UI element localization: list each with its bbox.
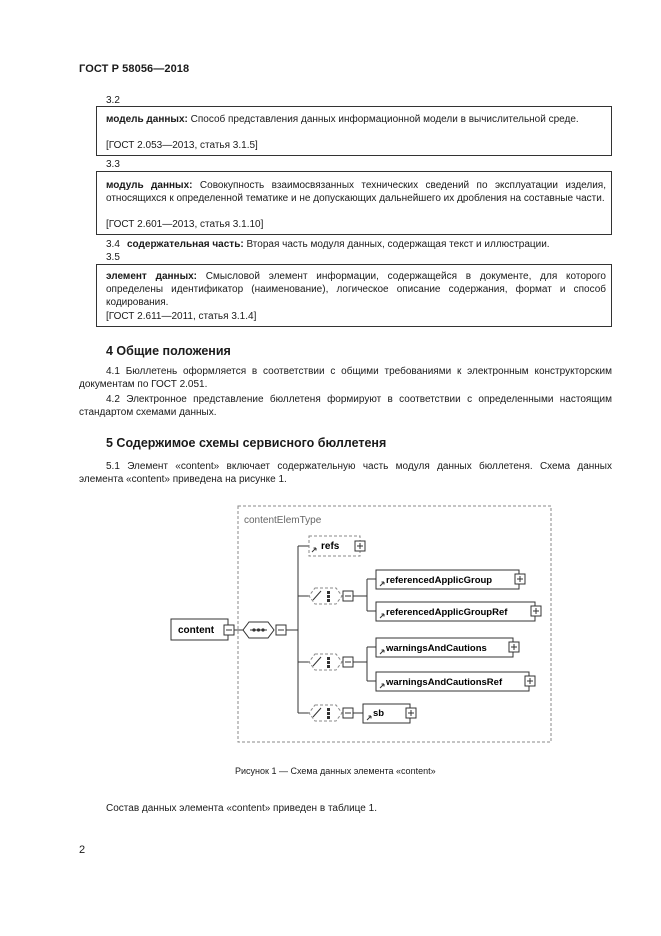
definition-source: [ГОСТ 2.053—2013, статья 3.1.5] — [106, 140, 258, 151]
definition-term: модуль данных: — [106, 180, 193, 191]
definition-body: Способ представления данных информационной модели в вычислительной среде. — [190, 114, 579, 125]
definition-body: Вторая часть модуля данных, содержащая текст и иллюстрации. — [246, 239, 550, 250]
paragraph: Состав данных элемента «content» приведен в таблице 1. — [106, 803, 377, 814]
choice-compositor-1 — [309, 588, 342, 604]
paragraph: 4.1 Бюллетень оформляется в соответствии с общими требованиями к электронным конструкторским документам по ГОСТ 2.051. — [79, 366, 612, 390]
def-number: 3.3 — [106, 159, 120, 170]
refs-label: refs — [321, 541, 340, 552]
choice-compositor-2 — [309, 654, 342, 670]
element-label: referencedApplicGroupRef — [386, 607, 508, 618]
element-box — [363, 704, 410, 723]
definition-term: модель данных: — [106, 114, 188, 125]
document-header: ГОСТ Р 58056—2018 — [79, 63, 190, 75]
def-number: 3.5 — [106, 252, 120, 263]
definition-term: содержательная часть: — [127, 239, 244, 250]
element-label: warningsAndCautionsRef — [386, 677, 503, 688]
element-label: sb — [373, 708, 385, 719]
definition-term: элемент данных: — [106, 271, 198, 282]
paragraph: 4.2 Электронное представление бюллетеня формируют в соответствии с определенными настоящим стандартом схемами данных. — [79, 394, 612, 418]
root-element-label: content — [178, 625, 215, 636]
type-label: contentElemType — [244, 515, 322, 526]
page-number: 2 — [79, 844, 86, 856]
definition-body: Совокупность взаимосвязанных технических сведений по эксплуатации изделия, относящихся к определенной тематике и не допускающих дальнейшего их дробления на составные части. — [106, 180, 606, 204]
paragraph: 5.1 Элемент «content» включает содержательную часть модуля данных бюллетеня. Схема данных элемента «content» приведена на рисунке 1. — [79, 461, 612, 485]
element-label: warningsAndCautions — [386, 643, 487, 654]
figure-caption: Рисунок 1 — Схема данных элемента «content» — [235, 766, 436, 776]
choice-compositor-3 — [309, 705, 342, 721]
section-heading: 4 Общие положения — [106, 344, 231, 358]
definition-body: Смысловой элемент информации, содержащейся в документе, для которого определены идентификатор (наименование), логическое описание содержания, формат и способ кодирования. — [106, 271, 606, 308]
definition-source: [ГОСТ 2.611—2011, статья 3.1.4] — [106, 311, 257, 322]
element-label: referencedApplicGroup — [386, 575, 493, 586]
def-number: 3.4 — [106, 239, 120, 250]
section-heading: 5 Содержимое схемы сервисного бюллетеня — [106, 436, 387, 450]
def-number: 3.2 — [106, 95, 120, 106]
definition-source: [ГОСТ 2.601—2013, статья 3.1.10] — [106, 219, 264, 230]
